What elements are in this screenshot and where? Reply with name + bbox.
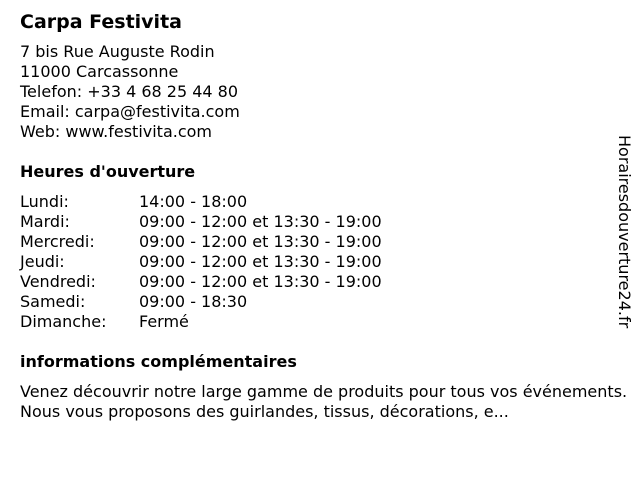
hours-time: 09:00 - 12:00 et 13:30 - 19:00	[139, 252, 382, 271]
hours-day: Mardi:	[20, 212, 70, 231]
hours-time: 09:00 - 18:30	[139, 292, 248, 311]
hours-row	[20, 252, 620, 272]
hours-row	[20, 212, 620, 232]
phone-line: Telefon: +33 4 68 25 44 80	[20, 82, 239, 101]
hours-day: Jeudi:	[20, 252, 65, 271]
web-line: Web: www.festivita.com	[20, 122, 213, 141]
business-name: Carpa Festivita	[20, 11, 182, 33]
hours-heading: Heures d'ouverture	[20, 162, 196, 181]
info-heading: informations complémentaires	[20, 352, 297, 371]
email-line: Email: carpa@festivita.com	[20, 102, 240, 121]
hours-row	[20, 232, 620, 252]
hours-time: Fermé	[139, 312, 189, 331]
hours-time: 09:00 - 12:00 et 13:30 - 19:00	[139, 232, 382, 251]
address-line-2: 11000 Carcassonne	[20, 62, 179, 81]
hours-row	[20, 312, 620, 332]
hours-day: Dimanche:	[20, 312, 107, 331]
hours-day: Vendredi:	[20, 272, 96, 291]
hours-time: 14:00 - 18:00	[139, 192, 248, 211]
info-text: Venez découvrir notre large gamme de produits pour tous vos événements. Nous vous proposons des guirlandes, tissus, décorations, e...	[20, 382, 628, 421]
hours-day: Samedi:	[20, 292, 86, 311]
hours-table	[20, 192, 620, 332]
hours-row	[20, 272, 620, 292]
watermark-text: Horairesdouverture24.fr	[615, 135, 634, 329]
hours-day: Lundi:	[20, 192, 69, 211]
hours-row	[20, 292, 620, 312]
hours-day: Mercredi:	[20, 232, 95, 251]
hours-time: 09:00 - 12:00 et 13:30 - 19:00	[139, 212, 382, 231]
hours-row	[20, 192, 620, 212]
hours-time: 09:00 - 12:00 et 13:30 - 19:00	[139, 272, 382, 291]
address-line-1: 7 bis Rue Auguste Rodin	[20, 42, 215, 61]
